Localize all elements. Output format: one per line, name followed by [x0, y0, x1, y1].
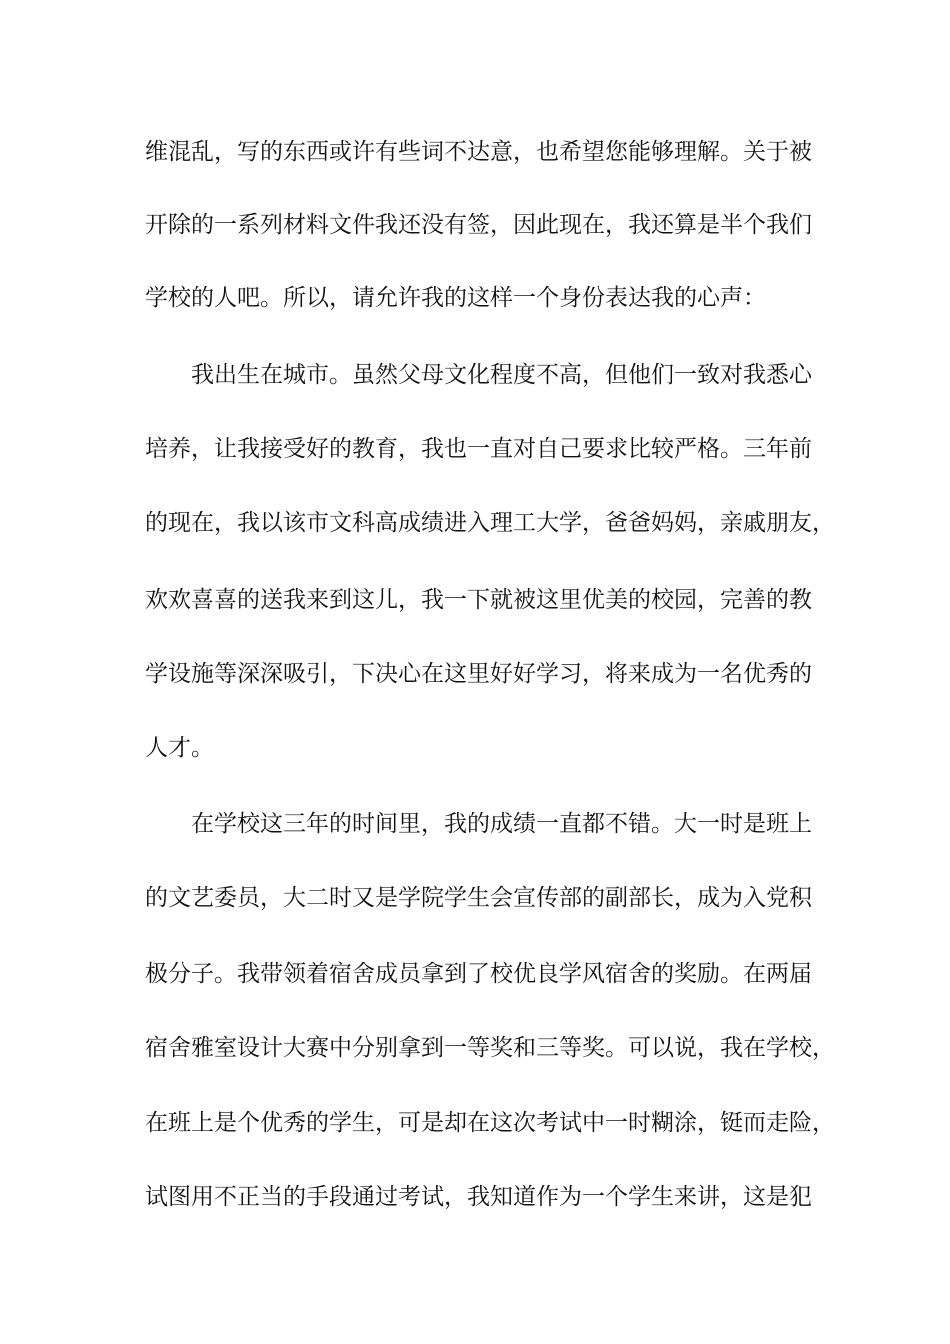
text-line: 学校的人吧。所以，请允许我的这样一个身份表达我的心声：	[145, 285, 766, 311]
text-line: 人才。	[145, 735, 214, 761]
text-line: 培养，让我接受好的教育，我也一直对自己要求比较严格。三年前	[145, 436, 812, 462]
text-line: 开除的一系列材料文件我还没有签，因此现在，我还算是半个我们	[145, 212, 812, 238]
text-line: 的文艺委员，大二时又是学院学生会宣传部的副部长，成为入党积	[145, 885, 812, 911]
text-line: 在班上是个优秀的学生，可是却在这次考试中一时糊涂，铤而走险，	[145, 1110, 835, 1136]
text-line: 欢欢喜喜的送我来到这儿，我一下就被这里优美的校园，完善的教	[145, 587, 812, 613]
text-line: 宿舍雅室设计大赛中分别拿到一等奖和三等奖。可以说，我在学校，	[145, 1035, 835, 1061]
paragraph-first-line: 在学校这三年的时间里，我的成绩一直都不错。大一时是班上	[191, 811, 812, 837]
text-line: 试图用不正当的手段通过考试，我知道作为一个学生来讲，这是犯	[145, 1184, 812, 1210]
text-line: 的现在，我以该市文科高成绩进入理工大学，爸爸妈妈，亲戚朋友，	[145, 510, 835, 536]
text-line: 极分子。我带领着宿舍成员拿到了校优良学风宿舍的奖励。在两届	[145, 961, 812, 987]
text-line: 学设施等深深吸引，下决心在这里好好学习，将来成为一名优秀的	[145, 661, 812, 687]
paragraph-first-line: 我出生在城市。虽然父母文化程度不高，但他们一致对我悉心	[191, 362, 812, 388]
text-line: 维混乱，写的东西或许有些词不达意，也希望您能够理解。关于被	[145, 139, 812, 165]
